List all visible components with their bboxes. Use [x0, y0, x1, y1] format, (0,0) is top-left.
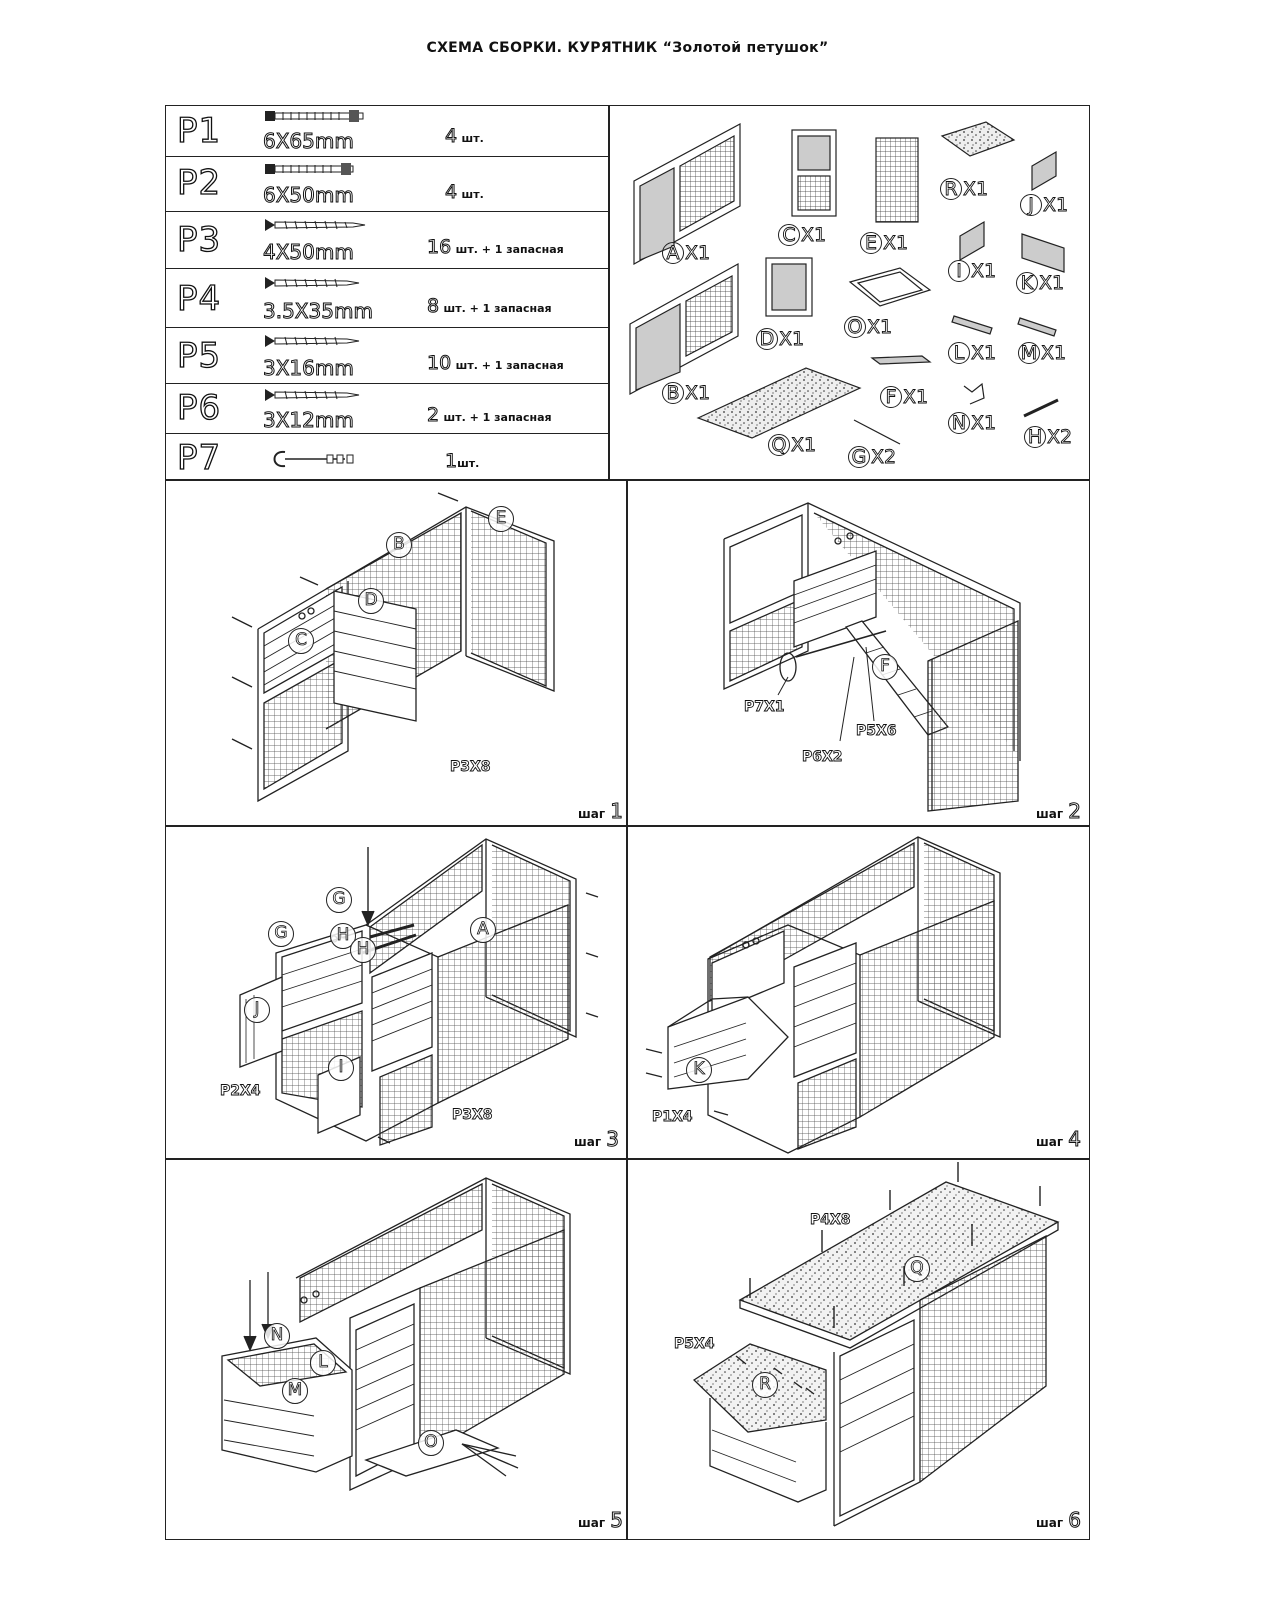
parts-row — [165, 157, 609, 212]
part-code: P6 — [177, 388, 222, 428]
part-marker-r: R — [752, 1372, 778, 1398]
components-panel — [610, 106, 1088, 478]
part-marker-j: J — [244, 997, 270, 1023]
part-size: 4X50mm — [263, 240, 354, 264]
part-qty — [445, 181, 484, 203]
part-size: 6X65mm — [263, 129, 354, 153]
panel-o-drawing — [850, 268, 930, 306]
component-label-f: F X1 — [880, 386, 928, 408]
panel-f-drawing — [872, 356, 930, 364]
step-number: шаг 3 — [574, 1127, 619, 1151]
step-number: шаг 4 — [1036, 1127, 1081, 1151]
part-marker-k: K — [686, 1057, 712, 1083]
part-code: P7 — [177, 438, 222, 478]
step-1-panel — [166, 481, 626, 825]
part-code: P5 — [177, 336, 222, 376]
component-label-d: D X1 — [756, 328, 804, 350]
parts-row — [165, 212, 609, 269]
hardware-callout: P2X4 — [220, 1083, 261, 1099]
part-marker-n: N — [264, 1323, 290, 1349]
part-size: 6X50mm — [263, 183, 354, 207]
part-marker-c: C — [288, 628, 314, 654]
panel-b-drawing — [630, 264, 738, 394]
panel-d-drawing — [766, 258, 812, 316]
part-marker-d: D — [358, 588, 384, 614]
panel-r-drawing — [942, 122, 1014, 156]
bolt-icon — [263, 160, 373, 178]
part-code: P2 — [177, 163, 222, 203]
bolt-icon — [263, 107, 373, 125]
part-marker-m: M — [282, 1378, 308, 1404]
parts-row — [165, 105, 609, 157]
part-marker-g: G — [326, 887, 352, 913]
hardware-callout: P3X8 — [450, 759, 491, 775]
qty-number: 4 — [445, 125, 458, 147]
qty-unit: шт. — [461, 188, 484, 201]
component-label-g: G X2 — [848, 446, 896, 468]
part-marker-g: G — [268, 921, 294, 947]
panel-n-drawing — [964, 384, 984, 404]
part-code: P3 — [177, 220, 222, 260]
part-marker-q: Q — [904, 1256, 930, 1282]
part-qty — [427, 404, 552, 426]
step-number: шаг 5 — [578, 1508, 623, 1532]
screw-icon — [263, 274, 373, 292]
hardware-callout: P5X6 — [856, 723, 897, 739]
hardware-table — [165, 105, 609, 480]
component-label-k: K X1 — [1016, 272, 1064, 294]
part-marker-i: I — [328, 1055, 354, 1081]
parts-row — [165, 269, 609, 328]
qty-unit: шт. — [457, 457, 480, 470]
step-4-panel — [628, 827, 1088, 1158]
part-marker-h: H — [350, 937, 376, 963]
step-6-panel — [628, 1160, 1088, 1540]
hardware-callout: P1X4 — [652, 1109, 693, 1125]
hardware-callout: P7X1 — [744, 699, 785, 715]
qty-number: 2 — [427, 404, 440, 426]
step-2-panel — [628, 481, 1088, 825]
panel-g-drawing — [854, 420, 900, 444]
component-label-h: H X2 — [1024, 426, 1072, 448]
panel-q-drawing — [698, 368, 860, 438]
screw-icon — [263, 332, 373, 350]
part-size: 3X12mm — [263, 408, 354, 432]
parts-row — [165, 434, 609, 480]
panel-m-drawing — [1018, 318, 1056, 336]
hardware-callout: P3X8 — [452, 1107, 493, 1123]
component-label-j: J X1 — [1020, 194, 1068, 216]
qty-unit: шт. + 1 запасная — [455, 359, 564, 372]
part-marker-e: E — [488, 506, 514, 532]
part-marker-l: L — [310, 1350, 336, 1376]
part-marker-a: A — [470, 917, 496, 943]
part-marker-f: F — [872, 654, 898, 680]
component-label-n: N X1 — [948, 412, 996, 434]
step-number: шаг 1 — [578, 799, 623, 823]
qty-number: 1 — [445, 450, 458, 472]
part-code: P4 — [177, 279, 222, 319]
component-label-r: R X1 — [940, 178, 988, 200]
hardware-callout: P4X8 — [810, 1212, 851, 1228]
component-label-a: A X1 — [662, 242, 710, 264]
part-qty — [445, 125, 484, 147]
qty-unit: шт. + 1 запасная — [455, 243, 564, 256]
qty-number: 8 — [427, 295, 440, 317]
parts-row — [165, 328, 609, 384]
part-qty — [427, 352, 564, 374]
hardware-callout: P6X2 — [802, 749, 843, 765]
part-marker-o: O — [418, 1430, 444, 1456]
part-marker-b: B — [386, 532, 412, 558]
component-label-l: L X1 — [948, 342, 996, 364]
part-code: P1 — [177, 111, 222, 151]
step-number: шаг 2 — [1036, 799, 1081, 823]
hardware-callout: P5X4 — [674, 1336, 715, 1352]
panel-j-drawing — [1032, 152, 1056, 190]
component-label-o: O X1 — [844, 316, 892, 338]
part-size: 3X16mm — [263, 356, 354, 380]
panel-l-drawing — [952, 316, 992, 334]
qty-number: 4 — [445, 181, 458, 203]
part-qty — [445, 450, 479, 472]
step-3-panel — [166, 827, 626, 1158]
qty-unit: шт. + 1 запасная — [443, 411, 552, 424]
part-qty — [427, 236, 564, 258]
panel-c-drawing — [792, 130, 836, 216]
step-number: шаг 6 — [1036, 1508, 1081, 1532]
step-5-panel — [166, 1160, 626, 1540]
component-label-q: Q X1 — [768, 434, 816, 456]
component-label-i: I X1 — [948, 260, 996, 282]
panel-e-drawing — [876, 138, 918, 222]
part-marker-h: H — [330, 923, 356, 949]
hook-latch-icon — [263, 446, 373, 472]
component-label-b: B X1 — [662, 382, 710, 404]
part-qty — [427, 295, 552, 317]
component-label-m: M X1 — [1018, 342, 1066, 364]
qty-number: 16 — [427, 236, 452, 258]
panel-i-drawing — [960, 222, 984, 260]
panel-k-drawing — [1022, 234, 1064, 272]
qty-unit: шт. + 1 запасная — [443, 302, 552, 315]
screw-icon — [263, 216, 373, 234]
component-label-e: E X1 — [860, 232, 908, 254]
part-size: 3.5X35mm — [263, 299, 373, 323]
parts-row — [165, 384, 609, 434]
screw-icon — [263, 386, 373, 404]
qty-unit: шт. — [461, 132, 484, 145]
panel-h-drawing — [1024, 400, 1058, 416]
qty-number: 10 — [427, 352, 452, 374]
page-title: СХЕМА СБОРКИ. КУРЯТНИК “Золотой петушок” — [426, 40, 829, 56]
component-label-c: C X1 — [778, 224, 826, 246]
